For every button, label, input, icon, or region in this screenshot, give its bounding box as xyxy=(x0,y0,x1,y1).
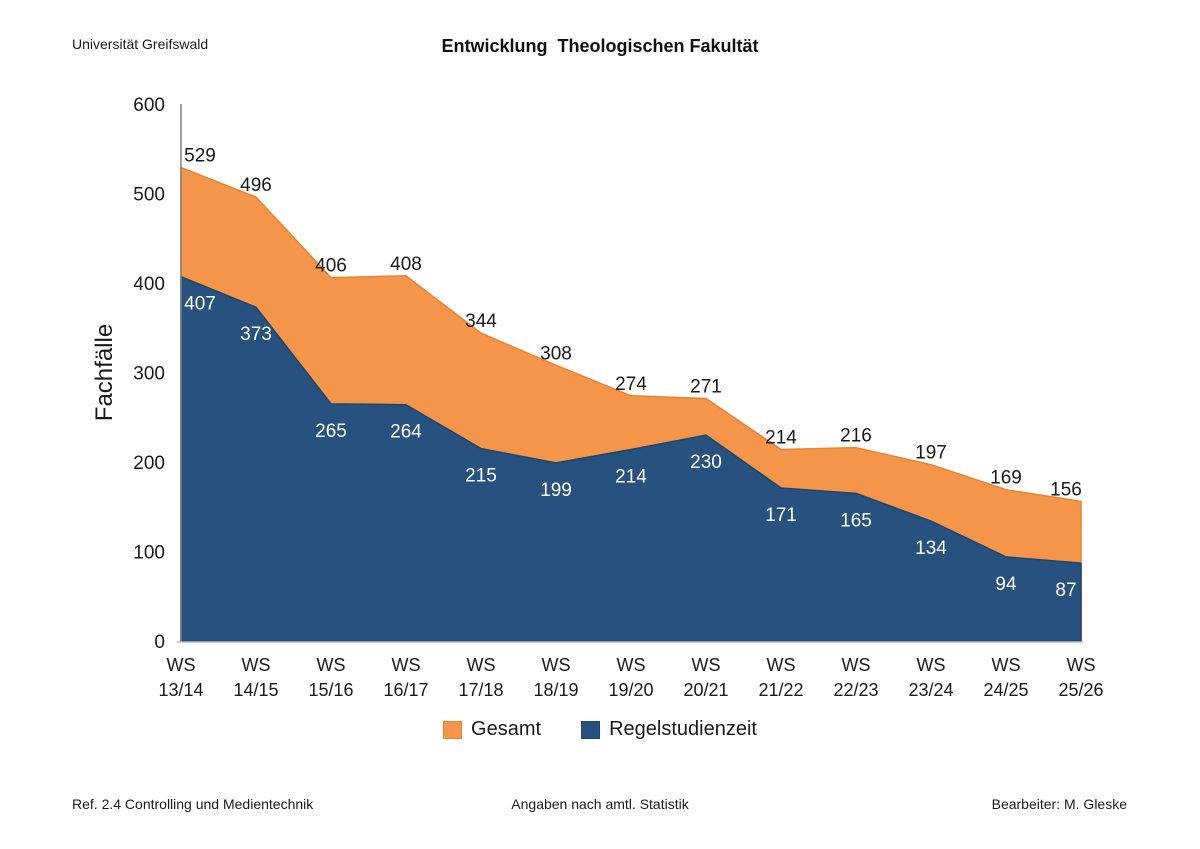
data-label-gesamt: 308 xyxy=(540,343,572,365)
data-label-gesamt: 156 xyxy=(1050,479,1082,501)
legend-label-gesamt: Gesamt xyxy=(471,718,542,740)
y-tick-label: 500 xyxy=(133,184,165,206)
x-tick-label-line2: 23/24 xyxy=(908,680,954,700)
chart-legend xyxy=(0,718,1200,741)
y-tick-label: 200 xyxy=(133,453,165,474)
data-label-regelstudienzeit: 373 xyxy=(240,324,272,346)
y-axis-title: Fachfälle xyxy=(91,323,118,422)
data-label-regelstudienzeit: 265 xyxy=(315,420,347,442)
data-label-regelstudienzeit: 230 xyxy=(690,452,722,474)
x-tick-label-line2: 24/25 xyxy=(983,680,1029,700)
data-label-regelstudienzeit: 165 xyxy=(840,510,872,532)
x-tick-label-line1: WS xyxy=(241,655,271,675)
x-tick-label-line2: 19/20 xyxy=(608,680,654,700)
x-tick-label-line1: WS xyxy=(916,655,946,675)
gesamt-swatch-icon xyxy=(443,721,462,739)
x-tick-label-line1: WS xyxy=(691,655,721,675)
x-tick-label-line2: 25/26 xyxy=(1058,680,1104,700)
x-tick-label-line2: 13/14 xyxy=(158,680,204,700)
footer xyxy=(0,796,1200,820)
legend-item-gesamt xyxy=(443,718,541,741)
data-label-regelstudienzeit: 407 xyxy=(184,293,216,315)
data-label-gesamt: 406 xyxy=(315,255,347,277)
legend-item-regelstudienzeit xyxy=(581,718,757,741)
footer-department: Ref. 2.4 Controlling und Medientechnik xyxy=(72,796,314,812)
data-label-gesamt: 214 xyxy=(765,427,797,449)
data-label-gesamt: 197 xyxy=(915,442,947,464)
y-tick-label: 100 xyxy=(133,542,165,564)
data-label-regelstudienzeit: 214 xyxy=(615,466,647,488)
data-label-gesamt: 344 xyxy=(465,311,497,333)
x-tick-label-line2: 21/22 xyxy=(758,680,804,700)
data-label-gesamt: 496 xyxy=(240,175,272,197)
x-tick-label-line1: WS xyxy=(766,655,796,675)
x-tick-label-line1: WS xyxy=(616,655,646,675)
data-label-gesamt: 408 xyxy=(390,253,422,275)
y-tick-label: 400 xyxy=(133,274,165,295)
x-tick-label-line1: WS xyxy=(466,655,496,675)
x-tick-label-line2: 15/16 xyxy=(308,680,354,700)
x-tick-label-line2: 14/15 xyxy=(233,680,279,700)
x-tick-label-line2: 16/17 xyxy=(383,680,429,700)
footer-editor: Bearbeiter: M. Gleske xyxy=(991,796,1127,812)
y-tick-label: 600 xyxy=(133,95,165,116)
x-tick-label-line1: WS xyxy=(166,655,196,675)
x-tick-label-line1: WS xyxy=(316,655,346,675)
data-label-regelstudienzeit: 199 xyxy=(540,479,572,501)
x-tick-label-line2: 17/18 xyxy=(458,680,504,700)
x-tick-label-line1: WS xyxy=(541,655,571,675)
page-title: Entwicklung Theologischen Fakultät xyxy=(441,36,759,56)
data-label-gesamt: 529 xyxy=(184,145,216,167)
footer-source-note: Angaben nach amtl. Statistik xyxy=(511,796,689,812)
x-tick-label-line1: WS xyxy=(841,655,871,675)
data-label-regelstudienzeit: 264 xyxy=(390,421,422,443)
data-label-gesamt: 216 xyxy=(840,425,872,447)
x-tick-label-line2: 20/21 xyxy=(683,680,729,700)
data-label-regelstudienzeit: 87 xyxy=(1055,580,1077,602)
x-tick-label-line2: 18/19 xyxy=(533,680,579,700)
data-label-gesamt: 271 xyxy=(690,376,722,398)
data-label-gesamt: 169 xyxy=(990,467,1022,489)
org-name: Universität Greifswald xyxy=(72,36,209,52)
x-tick-label-line1: WS xyxy=(1066,655,1096,675)
data-label-regelstudienzeit: 134 xyxy=(915,538,947,560)
legend-label-regelstudienzeit: Regelstudienzeit xyxy=(609,718,757,740)
data-label-regelstudienzeit: 94 xyxy=(995,573,1017,595)
y-tick-label: 0 xyxy=(154,632,165,653)
data-label-gesamt: 274 xyxy=(615,373,647,395)
regelstudienzeit-swatch-icon xyxy=(581,721,600,739)
x-tick-label-line1: WS xyxy=(991,655,1021,675)
data-label-regelstudienzeit: 215 xyxy=(465,465,497,487)
data-label-regelstudienzeit: 171 xyxy=(765,504,797,526)
x-tick-label-line2: 22/23 xyxy=(833,680,879,700)
y-tick-label: 300 xyxy=(133,363,165,385)
x-tick-label-line1: WS xyxy=(391,655,421,675)
